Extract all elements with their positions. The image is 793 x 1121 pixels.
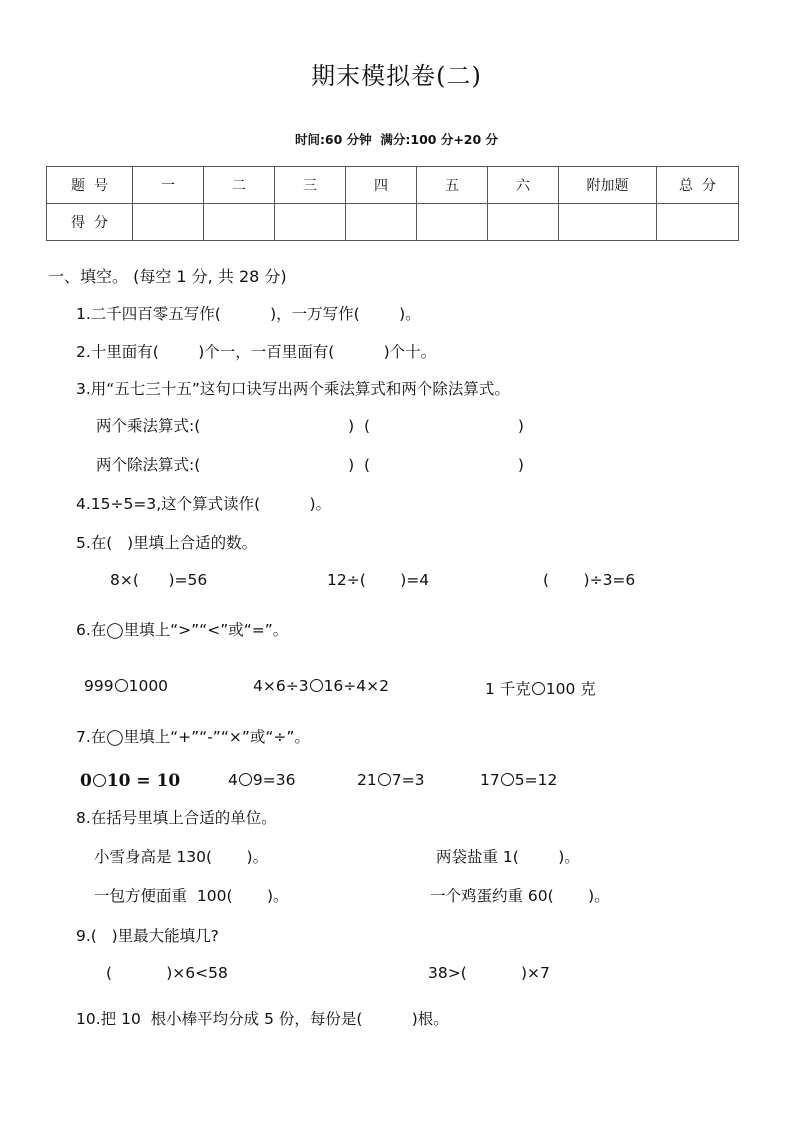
operand-right: 9=36 bbox=[252, 771, 296, 789]
header-cell: 一 bbox=[133, 167, 204, 204]
question-8-c: 一包方便面重 100( )。 bbox=[94, 887, 289, 905]
question-7: 7.在◯里填上“+”“-”“×”或“÷”。 bbox=[76, 728, 310, 746]
question-8-d: 一个鸡蛋约重 60( )。 bbox=[430, 887, 610, 905]
score-cell[interactable] bbox=[657, 204, 739, 241]
question-6-a bbox=[84, 677, 168, 695]
answer-circle-icon[interactable] bbox=[501, 773, 514, 786]
header-cell: 四 bbox=[346, 167, 417, 204]
question-4: 4.15÷5=3,这个算式读作( )。 bbox=[76, 495, 332, 513]
score-cell[interactable] bbox=[275, 204, 346, 241]
section-heading: 一、填空。 (每空 1 分, 共 28 分) bbox=[48, 267, 287, 286]
header-cell: 附加题 bbox=[559, 167, 657, 204]
score-table-score-row bbox=[47, 204, 739, 241]
question-9-b: 38>( )×7 bbox=[428, 964, 550, 982]
answer-circle-icon[interactable] bbox=[239, 773, 252, 786]
question-6-b bbox=[253, 677, 389, 695]
score-table bbox=[46, 166, 739, 241]
question-5-a: 8×( )=56 bbox=[110, 571, 208, 589]
question-1: 1.二千四百零五写作( )，一万写作( )。 bbox=[76, 305, 421, 323]
compare-left: 4×6÷3 bbox=[253, 677, 309, 695]
header-cell: 二 bbox=[204, 167, 275, 204]
question-5-c: ( )÷3=6 bbox=[543, 571, 636, 589]
operand-left: 17 bbox=[480, 771, 500, 789]
compare-right: 1000 bbox=[128, 677, 169, 695]
score-table-header-row bbox=[47, 167, 739, 204]
question-7-a bbox=[80, 771, 180, 791]
question-6-c bbox=[485, 677, 596, 699]
compare-right: 16÷4×2 bbox=[323, 677, 389, 695]
question-7-b bbox=[228, 771, 295, 789]
question-3-multiplication: 两个乘法算式:( ) ( ) bbox=[96, 417, 524, 435]
header-cell: 总 分 bbox=[657, 167, 739, 204]
question-3: 3.用“五七三十五”这句口诀写出两个乘法算式和两个除法算式。 bbox=[76, 380, 510, 398]
question-8: 8.在括号里填上合适的单位。 bbox=[76, 809, 277, 827]
exam-info: 时间:60 分钟 满分:100 分+20 分 bbox=[294, 132, 499, 147]
answer-circle-icon[interactable] bbox=[310, 679, 323, 692]
operand-left: 21 bbox=[357, 771, 377, 789]
score-cell[interactable] bbox=[204, 204, 275, 241]
operand-right: 5=12 bbox=[514, 771, 558, 789]
score-cell[interactable] bbox=[417, 204, 488, 241]
score-cell[interactable] bbox=[346, 204, 417, 241]
question-8-b: 两袋盐重 1( )。 bbox=[436, 848, 580, 866]
score-cell[interactable] bbox=[133, 204, 204, 241]
operand-left: 4 bbox=[228, 771, 238, 789]
question-10: 10.把 10 根小棒平均分成 5 份，每份是( )根。 bbox=[76, 1010, 449, 1028]
question-7-d bbox=[480, 771, 557, 789]
compare-right: 100 克 bbox=[545, 680, 596, 698]
header-cell: 五 bbox=[417, 167, 488, 204]
question-6: 6.在◯里填上“>”“<”或“=”。 bbox=[76, 621, 289, 639]
question-2: 2.十里面有( )个一，一百里面有( )个十。 bbox=[76, 343, 437, 361]
score-cell[interactable] bbox=[559, 204, 657, 241]
header-cell: 六 bbox=[488, 167, 559, 204]
question-7-c bbox=[357, 771, 424, 789]
operand-left: 0 bbox=[80, 771, 92, 791]
question-5-b: 12÷( )=4 bbox=[327, 571, 430, 589]
question-9-a: ( )×6<58 bbox=[106, 964, 228, 982]
question-3-division: 两个除法算式:( ) ( ) bbox=[96, 456, 524, 474]
question-9: 9.( )里最大能填几? bbox=[76, 927, 219, 945]
score-cell[interactable] bbox=[488, 204, 559, 241]
page-title: 期末模拟卷(二) bbox=[311, 62, 482, 90]
question-5: 5.在( )里填上合适的数。 bbox=[76, 534, 258, 552]
row-label: 得 分 bbox=[47, 204, 133, 241]
answer-circle-icon[interactable] bbox=[115, 679, 128, 692]
question-8-a: 小雪身高是 130( )。 bbox=[94, 848, 269, 866]
answer-circle-icon[interactable] bbox=[532, 682, 545, 695]
answer-circle-icon[interactable] bbox=[93, 774, 106, 787]
compare-left: 999 bbox=[84, 677, 114, 695]
header-cell: 三 bbox=[275, 167, 346, 204]
compare-left: 1 千克 bbox=[485, 680, 531, 698]
answer-circle-icon[interactable] bbox=[378, 773, 391, 786]
operand-right: 7=3 bbox=[391, 771, 425, 789]
operand-right: 10 = 10 bbox=[106, 771, 181, 791]
header-cell: 题 号 bbox=[47, 167, 133, 204]
